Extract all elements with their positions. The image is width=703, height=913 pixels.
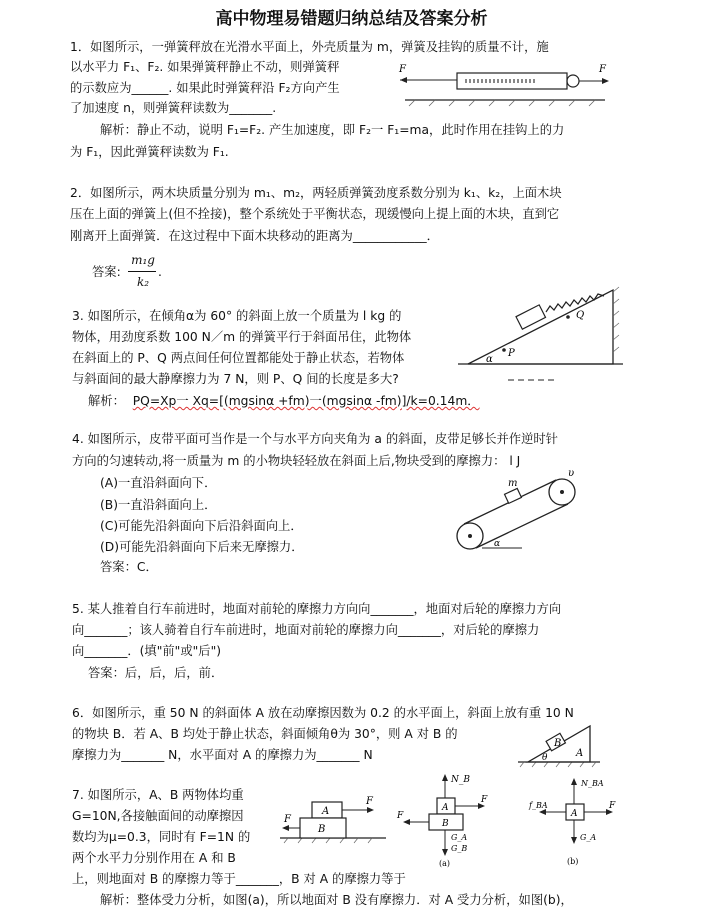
fig-label-ga: G_A: [451, 833, 468, 842]
q3-line-3: 在斜面上的 P、Q 两点间任何位置都能处于静止状态，若物体: [72, 351, 405, 365]
fig-label-f: F: [284, 814, 291, 825]
q4-line-1: 4. 如图所示，皮带平面可当作是一个与水平方向夹角为 a 的斜面，皮带足够长并作逆时针: [72, 432, 558, 446]
q2-line-3: 刚离开上面弹簧．在这过程中下面木块移动的距离为____________．: [70, 229, 439, 243]
q2-answer-numerator: m₁g: [131, 253, 155, 267]
force-diagram-b: [527, 774, 622, 870]
q7-line-1: 7. 如图所示，A、B 两物体均重: [72, 788, 244, 802]
q1-analysis-2: 为 F₁，因此弹簧秤读数为 F₁.: [70, 145, 229, 159]
stacked-blocks-figure: [278, 790, 388, 845]
q2-fraction-bar: [128, 271, 156, 272]
fig-label-f: F: [366, 796, 373, 807]
fig-label-f: F: [397, 811, 404, 821]
q1-line-4: 了加速度 n，则弹簧秤读数为_______.: [70, 101, 277, 115]
fig-label-gb: G_B: [451, 844, 468, 853]
fig-caption-a: (a): [439, 859, 451, 868]
q2-answer-end: .: [158, 265, 162, 279]
fig-label-a: A: [322, 806, 330, 817]
wedge-figure: [514, 720, 604, 768]
q4-option-b: (B)一直沿斜面向上．: [100, 498, 217, 512]
q6-line-1: 6．如图所示，重 50 N 的斜面体 A 放在动摩擦因数为 0.2 的水平面上，斜面上放有重 10 N: [72, 706, 574, 720]
fig-label-fba: f_BA: [529, 801, 548, 810]
q6-line-3: 摩擦力为_______ N，水平面对 A 的摩擦力为_______ N: [72, 748, 373, 762]
fig-caption-b: (b): [567, 857, 579, 866]
q3-analysis-label: 解析：: [88, 394, 125, 408]
fig-label-nba: N_BA: [581, 779, 604, 788]
q6-line-2: 的物块 B．若 A、B 均处于静止状态，斜面倾角θ为 30°，则 A 对 B 的: [72, 727, 458, 741]
fig-label-ga: G_A: [580, 833, 597, 842]
q4-option-c: (C)可能先沿斜面向下后沿斜面向上．: [100, 519, 303, 533]
q2-answer-denominator: k₂: [136, 275, 150, 289]
fig-label-b: B: [442, 819, 449, 829]
q1-line-1: 1．如图所示，一弹簧秤放在光滑水平面上，外壳质量为 m，弹簧及挂钩的质量不计，施: [70, 40, 549, 54]
q1-analysis-1: 解析：静止不动，说明 F₁=F₂. 产生加速度，即 F₂一 F₁=ma，此时作用在挂钩上的力: [100, 123, 565, 137]
fig-label-f: F: [481, 795, 488, 805]
q5-answer: 答案：后，后，后，前．: [88, 666, 224, 680]
q3-analysis: [88, 391, 480, 411]
fig-label-b: B: [554, 738, 562, 749]
q4-option-a: (A)一直沿斜面向下．: [100, 476, 217, 490]
q5-line-3: 向_______．(填"前"或"后"): [72, 644, 222, 658]
fig-label-f: F: [609, 801, 616, 811]
conveyor-belt-figure: [452, 470, 592, 555]
fig-label-f1: F: [399, 64, 406, 75]
fig-label-q: Q: [576, 310, 585, 321]
fig-label-v: υ: [568, 470, 575, 479]
q7-analysis: 解析：整体受力分析，如图(a)，所以地面对 B 没有摩擦力．对 A 受力分析，如图(b)，: [100, 893, 573, 907]
incline-spring-figure: [448, 282, 628, 382]
fig-label-alpha2: α: [494, 539, 501, 549]
q3-line-1: 3. 如图所示，在倾角α为 60° 的斜面上放一个质量为 l kg 的: [72, 309, 402, 323]
force-diagram-a: [395, 772, 495, 870]
fig-label-nb: N_B: [451, 775, 470, 785]
q1-line-3: 的示数应为______. 如果此时弹簧秤沿 F₂方向产生: [70, 81, 340, 95]
q7-line-4: 两个水平力分别作用在 A 和 B: [72, 851, 236, 865]
fig-label-alpha: α: [486, 354, 493, 365]
fig-label-m: m: [508, 478, 518, 489]
q3-line-4: 与斜面间的最大静摩擦力为 7 N，则 P、Q 间的长度是多大?: [72, 372, 399, 386]
q7-line-2: G=10N,各接触面间的动摩擦因: [72, 809, 244, 823]
q4-answer: 答案：C．: [100, 560, 158, 574]
fig-label-f2: F: [599, 64, 606, 75]
fig-label-b: B: [318, 824, 326, 835]
fig-label-a: A: [571, 809, 578, 819]
q3-line-2: 物体，用劲度系数 100 N／m 的弹簧平行于斜面吊住，此物体: [72, 330, 412, 344]
q5-line-2: 向_______；该人骑着自行车前进时，地面对前轮的摩擦力向_______，对后轮的摩擦力: [72, 623, 540, 637]
q4-option-d: (D)可能先沿斜面向下后来无摩擦力．: [100, 540, 304, 554]
q5-line-1: 5. 某人推着自行车前进时，地面对前轮的摩擦力方向向_______，地面对后轮的摩擦力方向: [72, 602, 562, 616]
fig-label-a: A: [442, 803, 449, 813]
fig-label-p: P: [508, 348, 515, 359]
q7-line-5: 上，则地面对 B 的摩擦力等于_______，B 对 A 的摩擦力等于: [72, 872, 406, 886]
q2-line-1: 2．如图所示，两木块质量分别为 m₁、m₂，两轻质弹簧劲度系数分别为 k₁、k₂，上面木块: [70, 186, 562, 200]
q2-answer-label: 答案:: [92, 265, 121, 279]
fig-label-theta: θ: [542, 753, 548, 763]
q4-line-2: 方向的匀速转动,将一质量为 m 的小物块轻轻放在斜面上后,物块受到的摩擦力： l J: [72, 454, 521, 468]
spring-scale-figure: [395, 58, 615, 108]
q3-analysis-text: PQ=Xp一 Xq=[(mgsinα +fm)一(mgsinα -fm)]/k=0.14m．: [132, 394, 480, 408]
q1-line-2: 以水平力 F₁、F₂. 如果弹簧秤静止不动，则弹簧秤: [70, 60, 340, 74]
q2-line-2: 压在上面的弹簧上(但不拴接)，整个系统处于平衡状态，现缓慢向上提上面的木块，直到它: [70, 207, 560, 221]
q7-line-3: 数均为μ=0.3，同时有 F=1N 的: [72, 830, 251, 844]
page-title: 高中物理易错题归纳总结及答案分析: [215, 9, 488, 29]
fig-label-a: A: [576, 748, 584, 759]
